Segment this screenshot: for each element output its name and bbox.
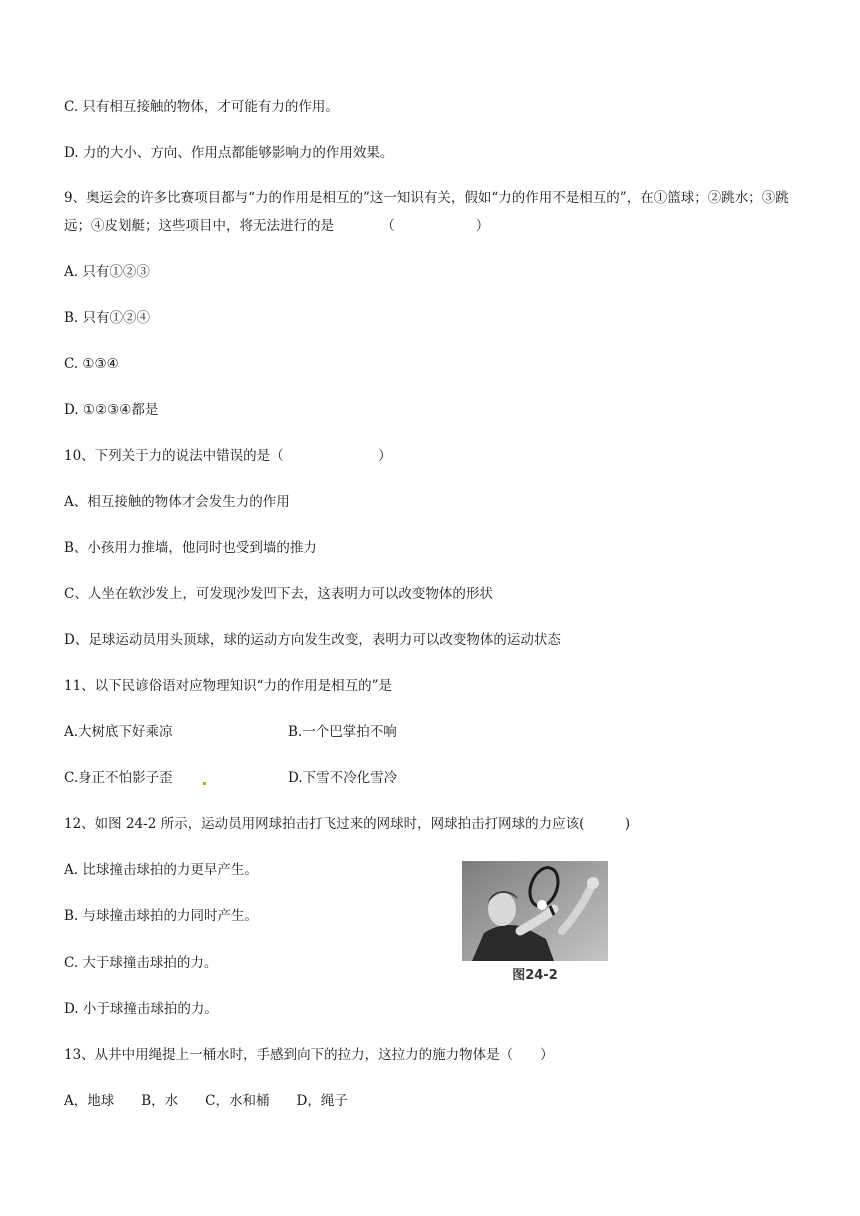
q10-stem: 10、下列关于力的说法中错误的是（ ）	[64, 448, 392, 464]
q8-option-d: D. 力的大小、方向、作用点都能够影响力的作用效果。	[64, 145, 394, 161]
q11-option-b: B.一个巴掌拍不响	[288, 724, 397, 740]
q12-stem: 12、如图 24-2 所示，运动员用网球拍击打飞过来的网球时，网球拍击打网球的力应该( )	[64, 816, 631, 832]
tennis-player-image	[462, 861, 608, 961]
q10-option-b: B、小孩用力推墙，他同时也受到墙的推力	[64, 540, 317, 556]
q11-option-a: A.大树底下好乘凉	[64, 724, 173, 740]
q11-stem: 11、以下民谚俗语对应物理知识“力的作用是相互的”是	[64, 678, 392, 694]
stray-dot	[203, 782, 206, 785]
q12-option-b: B. 与球撞击球拍的力同时产生。	[64, 908, 259, 924]
q11-option-d: D.下雪不冷化雪冷	[288, 770, 398, 786]
q10-option-a: A、相互接触的物体才会发生力的作用	[64, 494, 290, 510]
q9-option-c: C. ①③④	[64, 356, 119, 372]
q9-stem: 9、奥运会的许多比赛项目都与“力的作用是相互的”这一知识有关，假如“力的作用不是相互的”，在①篮球；②跳水；③跳远；④皮划艇；这些项目中，将无法进行的是 （ ）	[64, 190, 789, 234]
q12-option-d: D. 小于球撞击球拍的力。	[64, 1001, 218, 1017]
q8-option-c: C. 只有相互接触的物体，才可能有力的作用。	[64, 99, 339, 115]
q11-option-c: C.身正不怕影子歪	[64, 770, 173, 786]
q9-option-a: A. 只有①②③	[64, 264, 150, 280]
q13-stem: 13、从井中用绳提上一桶水时，手感到向下的拉力，这拉力的施力物体是（ ）	[64, 1047, 554, 1063]
q10-option-c: C、人坐在软沙发上，可发现沙发凹下去，这表明力可以改变物体的形状	[64, 586, 493, 602]
tennis-figure	[462, 861, 608, 983]
q9-option-b: B. 只有①②④	[64, 310, 151, 326]
q9-option-d: D. ①②③④都是	[64, 402, 159, 418]
figure-caption: 图24-2	[512, 968, 558, 983]
q13-options: A，地球 B，水 C，水和桶 D，绳子	[64, 1093, 348, 1109]
q12-option-a: A. 比球撞击球拍的力更早产生。	[64, 862, 258, 878]
q12-option-c: C. 大于球撞击球拍的力。	[64, 955, 218, 971]
q10-option-d: D、足球运动员用头顶球，球的运动方向发生改变，表明力可以改变物体的运动状态	[64, 632, 561, 648]
